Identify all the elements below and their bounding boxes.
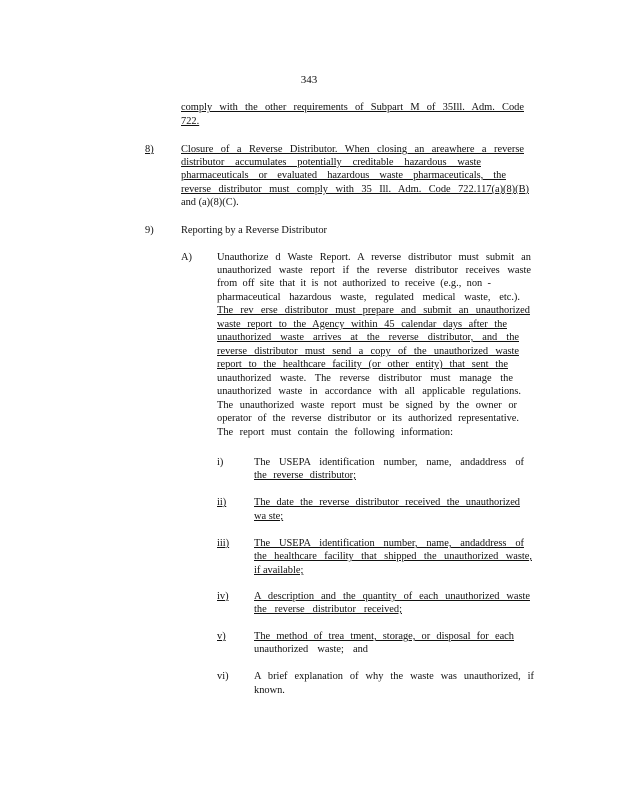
section-8-number: 8): [145, 144, 154, 155]
continuation-line-1: comply with the other requirements of Subpart M of 35Ill. Adm. Code: [181, 102, 524, 113]
section-8-line: Closure of a Reverse Distributor. When closing an areawhere a reverse: [181, 144, 524, 155]
section-8-line: distributor accumulates potentially creditable hazardous waste: [181, 157, 481, 168]
item-vi-number: vi): [217, 671, 229, 682]
item-iii-line: The USEPA identification number, name, andaddress of: [254, 538, 524, 549]
paragraph-a-line: unauthorized waste report if the reverse distributor receives waste: [217, 265, 531, 276]
paragraph-a-line: reverse distributor must send a copy of the unauthorized waste: [217, 346, 519, 357]
continuation-line-2: 722.: [181, 116, 200, 127]
paragraph-a-line: The unauthorized waste report must be signed by the owner or: [217, 400, 517, 411]
paragraph-a-line: from off site that it is not authorized to receive (e.g., non -: [217, 278, 491, 289]
page-number: 343: [300, 74, 318, 86]
item-ii-number: ii): [217, 497, 227, 508]
item-iv-line: A description and the quantity of each unauthorized waste: [254, 591, 530, 602]
paragraph-a-line: report to the healthcare facility (or other entity) that sent the: [217, 359, 508, 370]
item-ii-line: wa ste;: [254, 511, 284, 522]
item-vi-line: A brief explanation of why the waste was unauthorized, if: [254, 671, 534, 682]
item-iv-number: iv): [217, 591, 229, 602]
item-ii-line: The date the reverse distributor received the unauthorized: [254, 497, 520, 508]
item-i-line: the reverse distributor;: [254, 470, 356, 481]
item-i-number: i): [217, 457, 224, 468]
paragraph-a-line: unauthorized waste arrives at the reverse distributor, and the: [217, 332, 519, 343]
item-iii-number: iii): [217, 538, 230, 549]
paragraph-a-line: operator of the reverse distributor or its authorized representative.: [217, 413, 519, 424]
paragraph-a-number: A): [181, 252, 192, 263]
section-8-line: and (a)(8)(C).: [181, 197, 239, 208]
section-9-number: 9): [145, 225, 154, 236]
item-v-line: unauthorized waste; and: [254, 644, 368, 655]
item-i-line: The USEPA identification number, name, andaddress of: [254, 457, 524, 468]
paragraph-a-line: waste report to the Agency within 45 calendar days after the: [217, 319, 507, 330]
item-iii-line: if available;: [254, 565, 304, 576]
item-v-line: The method of trea tment, storage, or disposal for each: [254, 631, 514, 642]
section-8-line: reverse distributor must comply with 35 Ill. Adm. Code 722.117(a)(8)(B): [181, 184, 529, 195]
item-vi-line: known.: [254, 685, 285, 696]
item-v-number: v): [217, 631, 226, 642]
paragraph-a-line: The report must contain the following information:: [217, 427, 453, 438]
section-9-title: Reporting by a Reverse Distributor: [181, 225, 328, 236]
paragraph-a-line: unauthorized waste in accordance with all applicable regulations.: [217, 386, 521, 397]
section-8-line: pharmaceuticals or evaluated hazardous waste pharmaceuticals, the: [181, 170, 506, 181]
paragraph-a-line: The rev erse distributor must prepare and submit an unauthorized: [217, 305, 530, 316]
paragraph-a-line: Unauthorize d Waste Report. A reverse distributor must submit an: [217, 252, 531, 263]
item-iii-line: the healthcare facility that shipped the unauthorized waste,: [254, 551, 532, 562]
item-iv-line: the reverse distributor received;: [254, 604, 402, 615]
paragraph-a-line: unauthorized waste. The reverse distributor must manage the: [217, 373, 513, 384]
paragraph-a-line: pharmaceutical hazardous waste, regulated medical waste, etc.).: [217, 292, 520, 303]
